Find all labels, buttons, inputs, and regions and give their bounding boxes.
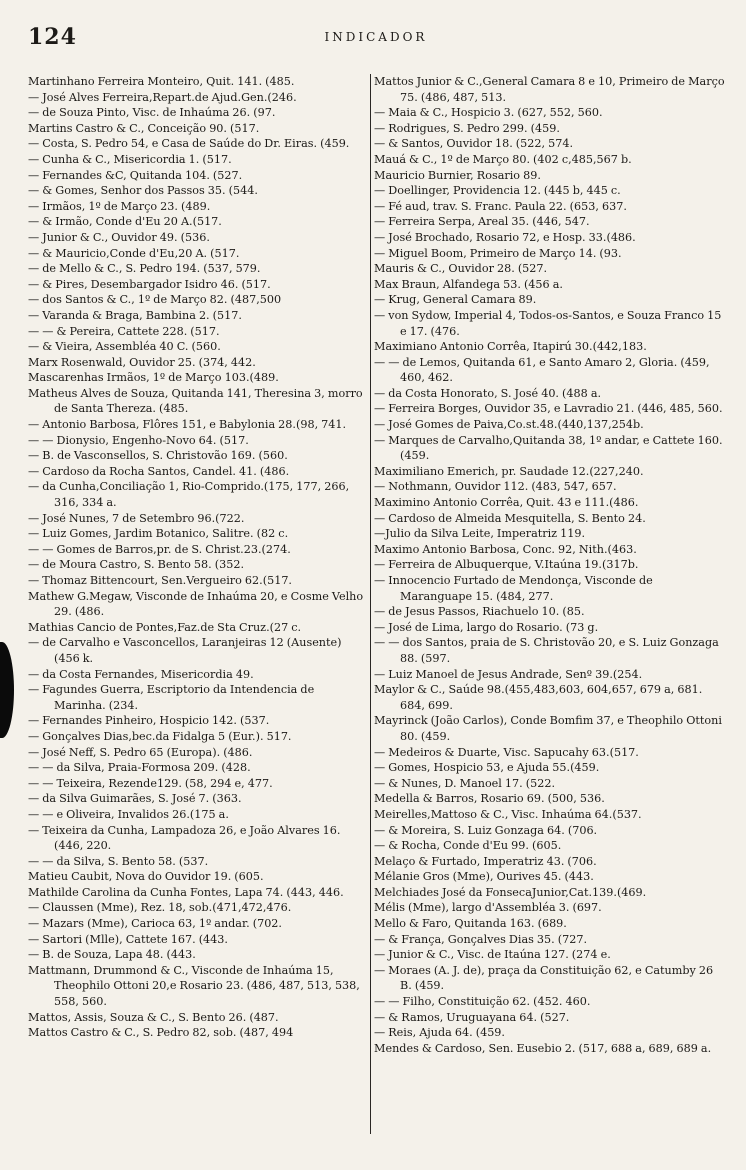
- directory-entry: — de Carvalho e Vasconcellos, Laranjeiras 12 (Ausente) (456 k.: [28, 636, 342, 665]
- directory-entry: Meirelles,Mattoso & C., Visc. Inhaúma 64.(537.: [374, 807, 642, 821]
- directory-entry: — Miguel Boom, Primeiro de Março 14. (93.: [374, 246, 622, 260]
- directory-entry: Mattos Junior & C.,General Camara 8 e 10, Primeiro de Março 75. (486, 487, 513.: [374, 75, 725, 104]
- directory-entry: — & Rocha, Conde d'Eu 99. (605.: [374, 839, 562, 853]
- directory-entry: — Fernandes Pinheiro, Hospicio 142. (537.: [28, 714, 270, 728]
- directory-entry: — José Brochado, Rosario 72, e Hosp. 33.(486.: [374, 230, 636, 244]
- page-header: [28, 24, 724, 54]
- directory-entry: — Nothmann, Ouvidor 112. (483, 547, 657.: [374, 480, 617, 494]
- directory-entry: — — e Oliveira, Invalidos 26.(175 a.: [28, 807, 229, 821]
- directory-entry: — — Filho, Constituição 62. (452. 460.: [374, 995, 591, 1009]
- directory-entry: — Gonçalves Dias,bec.da Fidalga 5 (Eur.). 517.: [28, 729, 292, 743]
- directory-entry: — Medeiros & Duarte, Visc. Sapucahy 63.(517.: [374, 745, 639, 759]
- directory-entry: — Reis, Ajuda 64. (459.: [374, 1026, 505, 1040]
- directory-entry: — B. de Souza, Lapa 48. (443.: [28, 948, 196, 962]
- directory-entry: Mauricio Burnier, Rosario 89.: [374, 168, 541, 182]
- directory-entry: — Ferreira Borges, Ouvidor 35, e Lavradio 21. (446, 485, 560.: [374, 402, 723, 416]
- directory-entry: Mello & Faro, Quitanda 163. (689.: [374, 917, 567, 931]
- directory-entry: — Marques de Carvalho,Quitanda 38, 1º andar, e Cattete 160. (459.: [374, 433, 723, 463]
- directory-entry: — Doellinger, Providencia 12. (445 b, 445 c.: [374, 184, 621, 198]
- directory-entry: — — Gomes de Barros,pr. de S. Christ.23.(274.: [28, 542, 291, 556]
- directory-columns: [28, 74, 726, 1134]
- directory-entry: — & Moreira, S. Luiz Gonzaga 64. (706.: [374, 823, 598, 837]
- directory-entry: — da Cunha,Conciliação 1, Rio-Comprido.(175, 177, 266, 316, 334 a.: [28, 480, 350, 510]
- directory-entry: — — da Silva, Praia-Formosa 209. (428.: [28, 761, 251, 775]
- directory-entry: Maximiliano Emerich, pr. Saudade 12.(227,240.: [374, 464, 644, 478]
- directory-entry: — Varanda & Braga, Bambina 2. (517.: [28, 308, 242, 322]
- page-number: 124: [28, 24, 77, 50]
- directory-entry: — Cunha & C., Misericordia 1. (517.: [28, 152, 232, 166]
- directory-entry: — da Silva Guimarães, S. José 7. (363.: [28, 792, 242, 806]
- directory-entry: — B. de Vasconsellos, S. Christovão 169. (560.: [28, 449, 288, 463]
- running-head: INDICADOR: [324, 30, 428, 44]
- directory-entry: — Ferreira Serpa, Areal 35. (446, 547.: [374, 215, 590, 229]
- directory-entry: — Innocencio Furtado de Mendonça, Visconde de Maranguape 15. (484, 277.: [374, 574, 653, 603]
- directory-entry: — Sartori (Mlle), Cattete 167. (443.: [28, 932, 228, 946]
- directory-entry: — Junior & C., Ouvidor 49. (536.: [28, 230, 210, 244]
- directory-entry: — Cardoso da Rocha Santos, Candel. 41. (486.: [28, 464, 290, 478]
- directory-entry: Maximiano Antonio Corrêa, Itapirú 30.(442,183.: [374, 340, 647, 354]
- directory-entry: — — & Pereira, Cattete 228. (517.: [28, 324, 220, 338]
- directory-entry: — Mazars (Mme), Carioca 63, 1º andar. (702.: [28, 917, 282, 931]
- directory-entry: Mathew G.Megaw, Visconde de Inhaúma 20, e Cosme Velho 29. (486.: [28, 589, 364, 619]
- directory-entry: Mélis (Mme), largo d'Assembléa 3. (697.: [374, 901, 602, 915]
- directory-entry: — & Vieira, Assembléa 40 C. (560.: [28, 340, 221, 354]
- directory-entry: — José Nunes, 7 de Setembro 96.(722.: [28, 511, 245, 525]
- directory-entry: — Irmãos, 1º de Março 23. (489.: [28, 199, 211, 213]
- directory-entry: Max Braun, Alfandega 53. (456 a.: [374, 277, 563, 291]
- directory-entry: — Thomaz Bittencourt, Sen.Vergueiro 62.(517.: [28, 574, 292, 587]
- directory-entry: — José Neff, S. Pedro 65 (Europa). (486.: [28, 745, 253, 759]
- directory-entry: — dos Santos & C., 1º de Março 82. (487,500: [28, 293, 282, 307]
- directory-entry: — & Irmão, Conde d'Eu 20 A.(517.: [28, 215, 222, 229]
- directory-entry: — de Moura Castro, S. Bento 58. (352.: [28, 558, 245, 572]
- directory-entry: Mattos, Assis, Souza & C., S. Bento 26. (487.: [28, 1010, 279, 1024]
- directory-entry: Mascarenhas Irmãos, 1º de Março 103.(489.: [28, 371, 279, 385]
- directory-entry: — Claussen (Mme), Rez. 18, sob.(471,472,476.: [28, 901, 292, 915]
- directory-entry: — — Dionysio, Engenho-Novo 64. (517.: [28, 433, 249, 447]
- directory-entry: Mayrinck (João Carlos), Conde Bomfim 37, e Theophilo Ottoni 80. (459.: [374, 714, 722, 743]
- directory-entry: Melchiades José da FonsecaJunior,Cat.139.(469.: [374, 885, 647, 899]
- directory-entry: — — de Lemos, Quitanda 61, e Santo Amaro 2, Gloria. (459, 460, 462.: [374, 355, 710, 385]
- directory-entry: — & Ramos, Uruguayana 64. (527.: [374, 1010, 570, 1024]
- left-column: [28, 74, 368, 1134]
- directory-entry: Mendes & Cardoso, Sen. Eusebio 2. (517, 688 a, 689, 689 a.: [374, 1041, 712, 1055]
- directory-entry: — de Jesus Passos, Riachuelo 10. (85.: [374, 605, 585, 619]
- right-column: [374, 74, 726, 1134]
- directory-entry: — Junior & C., Visc. de Itaúna 127. (274 e.: [374, 948, 611, 962]
- directory-entry: Medella & Barros, Rosario 69. (500, 536.: [374, 792, 605, 806]
- directory-entry: — & Santos, Ouvidor 18. (522, 574.: [374, 137, 574, 151]
- directory-entry: — Gomes, Hospicio 53, e Ajuda 55.(459.: [374, 761, 600, 775]
- directory-entry: — Maia & C., Hospicio 3. (627, 552, 560.: [374, 106, 603, 120]
- column-divider: [370, 74, 371, 1134]
- directory-entry: Mattos Castro & C., S. Pedro 82, sob. (487, 494: [28, 1026, 294, 1040]
- directory-entry: — — Teixeira, Rezende129. (58, 294 e, 477.: [28, 776, 273, 790]
- directory-entry: — Rodrigues, S. Pedro 299. (459.: [374, 121, 560, 135]
- directory-entry: — Fé aud, trav. S. Franc. Paula 22. (653, 637.: [374, 199, 627, 213]
- directory-entry: Mauá & C., 1º de Março 80. (402 c,485,567 b.: [374, 152, 632, 166]
- directory-entry: Matheus Alves de Souza, Quitanda 141, Theresina 3, morro de Santa Thereza. (485.: [28, 386, 363, 416]
- directory-entry: — José Alves Ferreira,Repart.de Ajud.Gen.(246.: [28, 90, 297, 104]
- directory-entry: — — da Silva, S. Bento 58. (537.: [28, 854, 209, 868]
- directory-entry: — de Souza Pinto, Visc. de Inhaúma 26. (97.: [28, 106, 276, 120]
- directory-entry: — Moraes (A. J. de), praça da Constituição 62, e Catumby 26 B. (459.: [374, 963, 714, 993]
- directory-entry: — Luiz Gomes, Jardim Botanico, Salitre. (82 c.: [28, 527, 289, 541]
- directory-entry: — Luiz Manoel de Jesus Andrade, Senº 39.(254.: [374, 667, 643, 681]
- directory-entry: Mattmann, Drummond & C., Visconde de Inhaúma 15, Theophilo Ottoni 20,e Rosario 23. (486, 487, 513, 538, 558, 560.: [28, 963, 360, 1009]
- directory-entry: — & Pires, Desembargador Isidro 46. (517.: [28, 277, 271, 291]
- directory-entry: Maylor & C., Saúde 98.(455,483,603, 604,657, 679 a, 681. 684, 699.: [374, 683, 703, 712]
- directory-entry: Marx Rosenwald, Ouvidor 25. (374, 442.: [28, 355, 256, 369]
- directory-entry: — — dos Santos, praia de S. Christovão 20, e S. Luiz Gonzaga 88. (597.: [374, 636, 719, 665]
- directory-entry: Matieu Caubit, Nova do Ouvidor 19. (605.: [28, 870, 264, 884]
- directory-entry: — da Costa Fernandes, Misericordia 49.: [28, 667, 254, 681]
- directory-entry: Mathilde Carolina da Cunha Fontes, Lapa 74. (443, 446.: [28, 885, 344, 899]
- directory-entry: Mauris & C., Ouvidor 28. (527.: [374, 262, 548, 276]
- directory-entry: — Fagundes Guerra, Escriptorio da Intendencia de Marinha. (234.: [28, 683, 315, 712]
- directory-entry: — Teixeira da Cunha, Lampadoza 26, e João Alvares 16. (446, 220.: [28, 823, 341, 853]
- directory-entry: Melaço & Furtado, Imperatriz 43. (706.: [374, 854, 597, 868]
- directory-entry: Maximino Antonio Corrêa, Quit. 43 e 111.(486.: [374, 496, 639, 510]
- directory-entry: — Krug, General Camara 89.: [374, 293, 537, 307]
- directory-entry: — Antonio Barbosa, Flôres 151, e Babylonia 28.(98, 741.: [28, 418, 347, 432]
- directory-entry: —Julio da Silva Leite, Imperatriz 119.: [374, 527, 586, 541]
- directory-entry: — & França, Gonçalves Dias 35. (727.: [374, 932, 588, 946]
- directory-entry: — Cardoso de Almeida Mesquitella, S. Bento 24.: [374, 511, 646, 525]
- directory-entry: Martins Castro & C., Conceição 90. (517.: [28, 121, 260, 135]
- directory-entry: Mathias Cancio de Pontes,Faz.de Sta Cruz.(27 c.: [28, 620, 302, 634]
- directory-entry: — & Gomes, Senhor dos Passos 35. (544.: [28, 184, 258, 198]
- ink-blot: [0, 642, 14, 738]
- directory-entry: — José de Lima, largo do Rosario. (73 g.: [374, 620, 599, 634]
- directory-entry: — de Mello & C., S. Pedro 194. (537, 579.: [28, 262, 261, 276]
- directory-entry: — Costa, S. Pedro 54, e Casa de Saúde do Dr. Eiras. (459.: [28, 137, 350, 151]
- directory-entry: Martinhano Ferreira Monteiro, Quit. 141. (485.: [28, 75, 295, 88]
- directory-entry: Mélanie Gros (Mme), Ourives 45. (443.: [374, 870, 594, 884]
- directory-entry: — & Mauricio,Conde d'Eu,20 A. (517.: [28, 246, 240, 260]
- directory-entry: — José Gomes de Paiva,Co.st.48.(440,137,254b.: [374, 418, 644, 432]
- directory-entry: — Fernandes &C, Quitanda 104. (527.: [28, 168, 243, 182]
- directory-entry: — da Costa Honorato, S. José 40. (488 a.: [374, 386, 602, 400]
- directory-entry: — Ferreira de Albuquerque, V.Itaúna 19.(317b.: [374, 558, 639, 572]
- directory-entry: — & Nunes, D. Manoel 17. (522.: [374, 776, 556, 790]
- directory-entry: Maximo Antonio Barbosa, Conc. 92, Nith.(463.: [374, 542, 637, 556]
- directory-entry: — von Sydow, Imperial 4, Todos-os-Santos, e Souza Franco 15 e 17. (476.: [374, 308, 722, 338]
